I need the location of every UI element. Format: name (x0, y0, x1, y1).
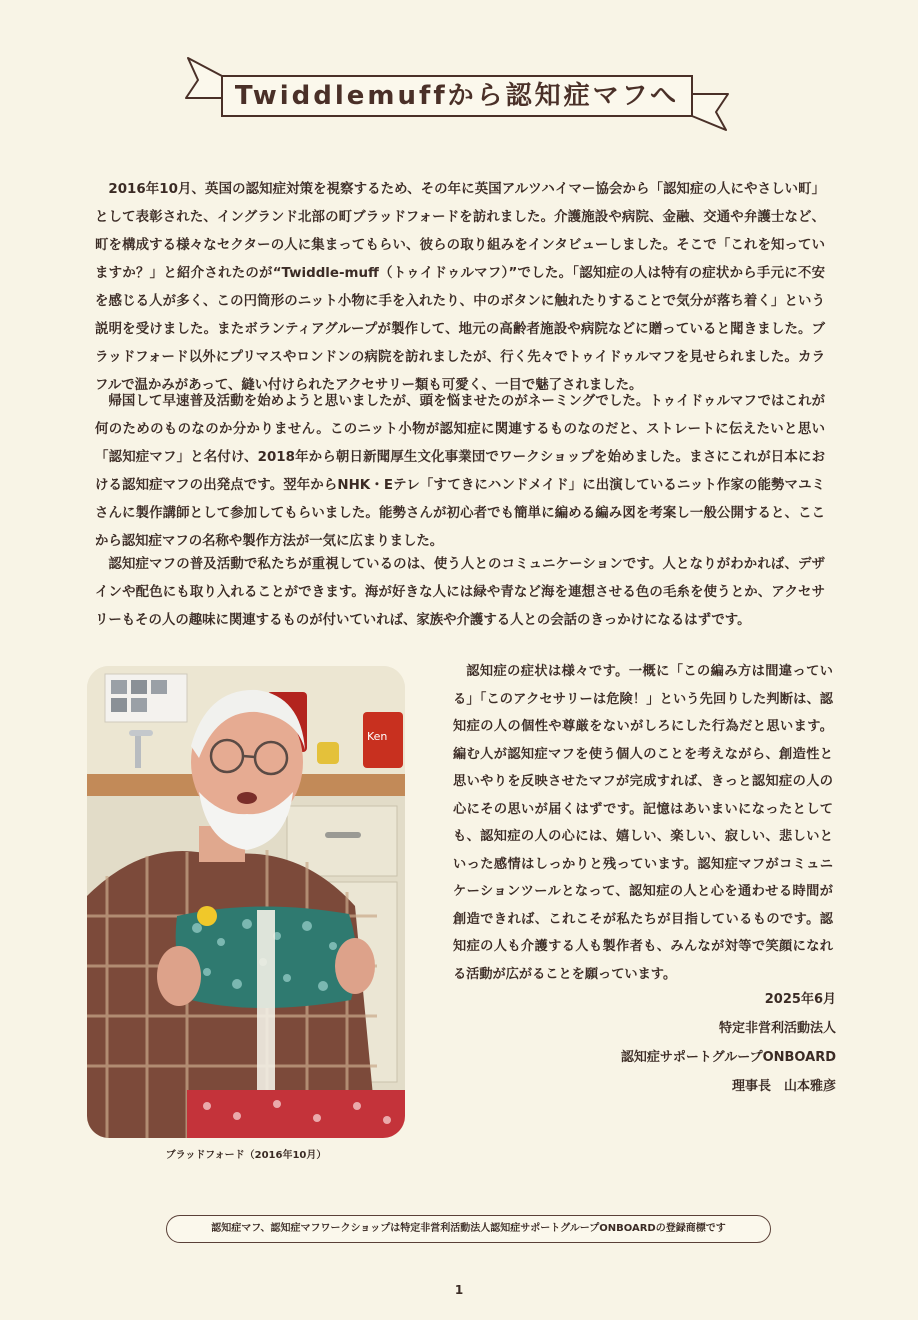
paragraph-1: 2016年10月、英国の認知症対策を視察するため、その年に英国アルツハイマー協会から「認知症の人にやさしい町」として表彰された、イングランド北部の町ブラッドフォードを訪れました。介護施設や病院、金融、交通や弁護士など、町を構成する様々なセクターの人に集まってもらい、彼らの取り組みをインタビューしました。そこで「これを知っていますか？」と紹介されたのが“Twiddle-muff（トゥイドゥルマフ）”でした。「認知症の人は特有の症状から手元に不安を感じる人が多く、この円筒形のニット小物に手を入れたり、中のボタンに触れたりすることで気分が落ち着く」という説明を受けました。またボランティアグループが製作して、地元の高齢者施設や病院などに贈っていると聞きました。ブラッドフォード以外にプリマスやロンドンの病院を訪れましたが、行く先々でトゥイドゥルマフを見せられました。カラフルで温かみがあって、縫い付けられたアクセサリー類も可愛く、一目で魅了されました。 (95, 182, 825, 393)
photo-caption: ブラッドフォード（2016年10月） (165, 1150, 327, 1161)
trademark-notice: 認知症マフ、認知症マフワークショップは特定非営利活動法人認知症サポートグループONBOARDの登録商標です (166, 1215, 771, 1243)
can-label: Ken (367, 730, 388, 743)
paragraph-2: 帰国して早速普及活動を始めようと思いましたが、頭を悩ませたのがネーミングでした。トゥイドゥルマフではこれが何のためのものなのか分かりません。このニット小物が認知症に関連するものなのだと、ストレートに伝えたいと思い「認知症マフ」と名付け、2018年から朝日新聞厚生文化事業団でワークショップを始めました。まさにこれが日本における認知症マフの出発点です。翌年からNHK・Eテレ「すてきにハンドメイド」に出演しているニット作家の能勢マユミさんに製作講師として参加してもらいました。能勢さんが初心者でも簡単に編める編み図を考案し一般公開すると、ここから認知症マフの名称や製作方法が一気に広まりました。 (95, 394, 825, 549)
signature-org-type: 特定非営利活動法人 (718, 1021, 836, 1036)
signature-org-name: 認知症サポートグループONBOARD (620, 1050, 836, 1065)
signature-person: 理事長 山本雅彦 (731, 1079, 836, 1094)
page-title: Twiddlemuffから認知症マフへ (234, 81, 680, 111)
paragraph-4: 認知症の症状は様々です。一概に「この編み方は間違っている」「このアクセサリーは危険！」という先回りした判断は、認知症の人の個性や尊厳をないがしろにした行為だと思います。編む人が認知症マフを使う個人のことを考えながら、創造性と思いやりを反映させたマフが完成すれば、きっと認知症の人の心にその思いが届くはずです。記憶はあいまいになったとしても、認知症の人の心には、嬉しい、楽しい、寂しい、悲しいといった感情はしっかりと残っています。認知症マフがコミュニケーションツールとなって、認知症の人と心を通わせる時間が創造できれば、これこそが私たちが目指しているものです。認知症の人も介護する人も製作者も、みんなが対等で笑顔になれる活動が広がることを願っています。 (453, 664, 833, 982)
title-banner (180, 50, 740, 140)
paragraph-3: 認知症マフの普及活動で私たちが重視しているのは、使う人とのコミュニケーションです。人となりがわかれば、デザインや配色にも取り入れることができます。海が好きな人には緑や青など海を連想させる色の毛糸を使うとか、アクセサリーもその人の趣味に関連するものが付いていれば、家族や介護する人との会話のきっかけになるはずです。 (95, 557, 825, 628)
signature-date: 2025年6月 (764, 992, 836, 1007)
photo-man-with-muff (87, 666, 405, 1138)
signature-block (621, 985, 836, 1101)
page-number: 1 (454, 1283, 464, 1297)
